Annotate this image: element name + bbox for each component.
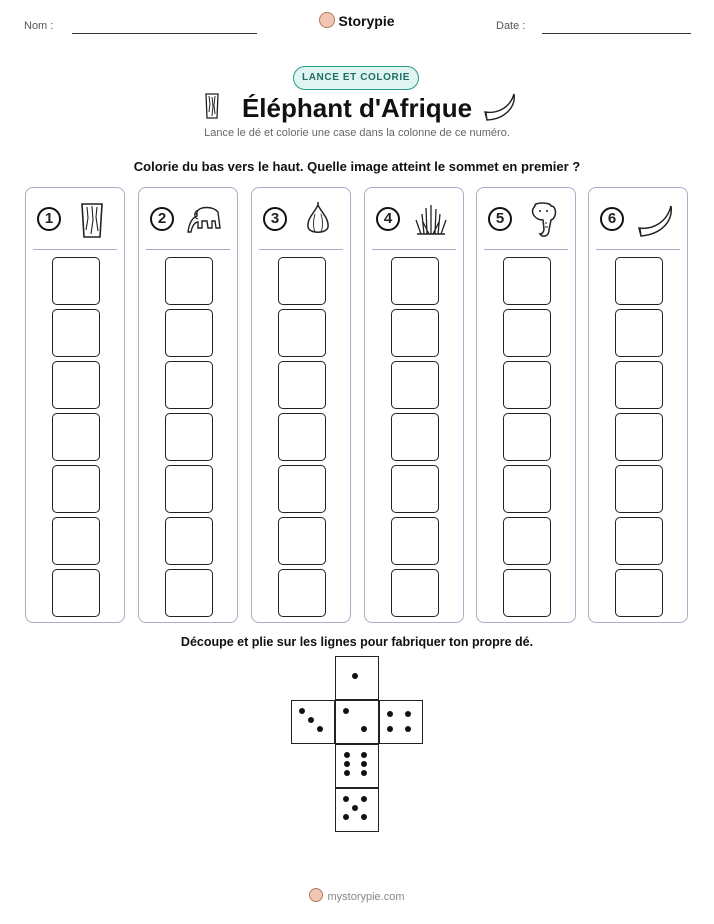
brand [0,12,714,29]
die-pip [361,726,367,732]
die-pip [344,770,350,776]
column-divider [146,249,230,250]
color-box[interactable] [503,309,551,357]
color-box[interactable] [503,413,551,461]
color-box[interactable] [391,309,439,357]
column-divider [596,249,680,250]
die-face-2 [335,700,379,744]
color-box[interactable] [52,569,100,617]
cut-instruction: Découpe et plie sur les lignes pour fabriquer ton propre dé. [180,635,534,649]
color-box[interactable] [278,309,326,357]
color-box[interactable] [52,257,100,305]
date-line[interactable] [542,33,691,34]
die-pip [387,726,393,732]
color-box[interactable] [278,413,326,461]
die-pip [343,814,349,820]
color-box[interactable] [391,413,439,461]
brand-name: Storypie [338,13,395,29]
color-box[interactable] [278,257,326,305]
color-box[interactable] [615,361,663,409]
color-box[interactable] [52,309,100,357]
color-box[interactable] [503,465,551,513]
color-box[interactable] [503,257,551,305]
die-pip [361,761,367,767]
die-pip [387,711,393,717]
color-box[interactable] [52,517,100,565]
column-5 [476,187,576,623]
color-box[interactable] [52,413,100,461]
tree-bark-icon [72,200,112,240]
color-box[interactable] [391,257,439,305]
color-box[interactable] [615,257,663,305]
color-box[interactable] [278,517,326,565]
column-number: 6 [600,207,624,231]
column-divider [33,249,117,250]
column-3 [251,187,351,623]
color-box[interactable] [52,361,100,409]
tusk-icon [635,200,675,240]
die-pip [317,726,323,732]
color-box[interactable] [52,465,100,513]
name-label: Nom : [24,20,54,32]
column-number: 4 [376,207,400,231]
column-number: 5 [488,207,512,231]
instruction: Colorie du bas vers le haut. Quelle image atteint le sommet en premier ? [133,159,581,174]
die-pip [308,717,314,723]
column-number: 2 [150,207,174,231]
die-face-1 [335,656,379,700]
die-pip [343,796,349,802]
die-pip [352,673,358,679]
die-pip [343,708,349,714]
date-label: Date : [496,20,526,32]
die-face-4 [379,700,423,744]
column-number: 1 [37,207,61,231]
color-box[interactable] [503,569,551,617]
column-number: 3 [263,207,287,231]
color-box[interactable] [165,361,213,409]
tusk-icon [482,92,518,122]
color-box[interactable] [391,465,439,513]
column-divider [484,249,568,250]
color-box[interactable] [165,257,213,305]
color-box[interactable] [615,517,663,565]
column-1 [25,187,125,623]
color-box[interactable] [391,517,439,565]
elephant-trunk-icon [523,200,563,240]
die-pip [299,708,305,714]
color-box[interactable] [165,465,213,513]
footer-url[interactable]: mystorypie.com [327,891,405,903]
activity-badge: LANCE ET COLORIE [293,66,419,90]
color-box[interactable] [503,361,551,409]
die-face-5 [335,788,379,832]
color-box[interactable] [165,517,213,565]
die-pip [361,796,367,802]
die-pip [344,752,350,758]
color-box[interactable] [165,309,213,357]
name-line[interactable] [72,33,257,34]
die-pip [344,761,350,767]
color-box[interactable] [503,517,551,565]
page-title: Éléphant d'Afrique [241,93,473,123]
color-box[interactable] [165,569,213,617]
color-box[interactable] [391,361,439,409]
storypie-logo-icon [319,12,335,28]
column-4 [364,187,464,623]
color-box[interactable] [615,413,663,461]
column-2 [138,187,238,623]
subtitle: Lance le dé et colorie une case dans la colonne de ce numéro. [204,127,510,139]
color-box[interactable] [278,465,326,513]
elephant-icon [185,200,225,240]
color-box[interactable] [615,309,663,357]
die-pip [405,711,411,717]
die-pip [361,770,367,776]
die-pip [405,726,411,732]
color-box[interactable] [165,413,213,461]
color-box[interactable] [615,569,663,617]
color-box[interactable] [278,361,326,409]
column-divider [259,249,343,250]
die-face-3 [291,700,335,744]
die-face-6 [335,744,379,788]
grass-icon [411,200,451,240]
die-pip [361,752,367,758]
column-divider [372,249,456,250]
color-box[interactable] [615,465,663,513]
column-6 [588,187,688,623]
color-box[interactable] [278,569,326,617]
die-pip [361,814,367,820]
die-pip [352,805,358,811]
color-box[interactable] [391,569,439,617]
fig-icon [298,200,338,240]
footer [0,888,714,903]
storypie-logo-icon [309,888,323,902]
